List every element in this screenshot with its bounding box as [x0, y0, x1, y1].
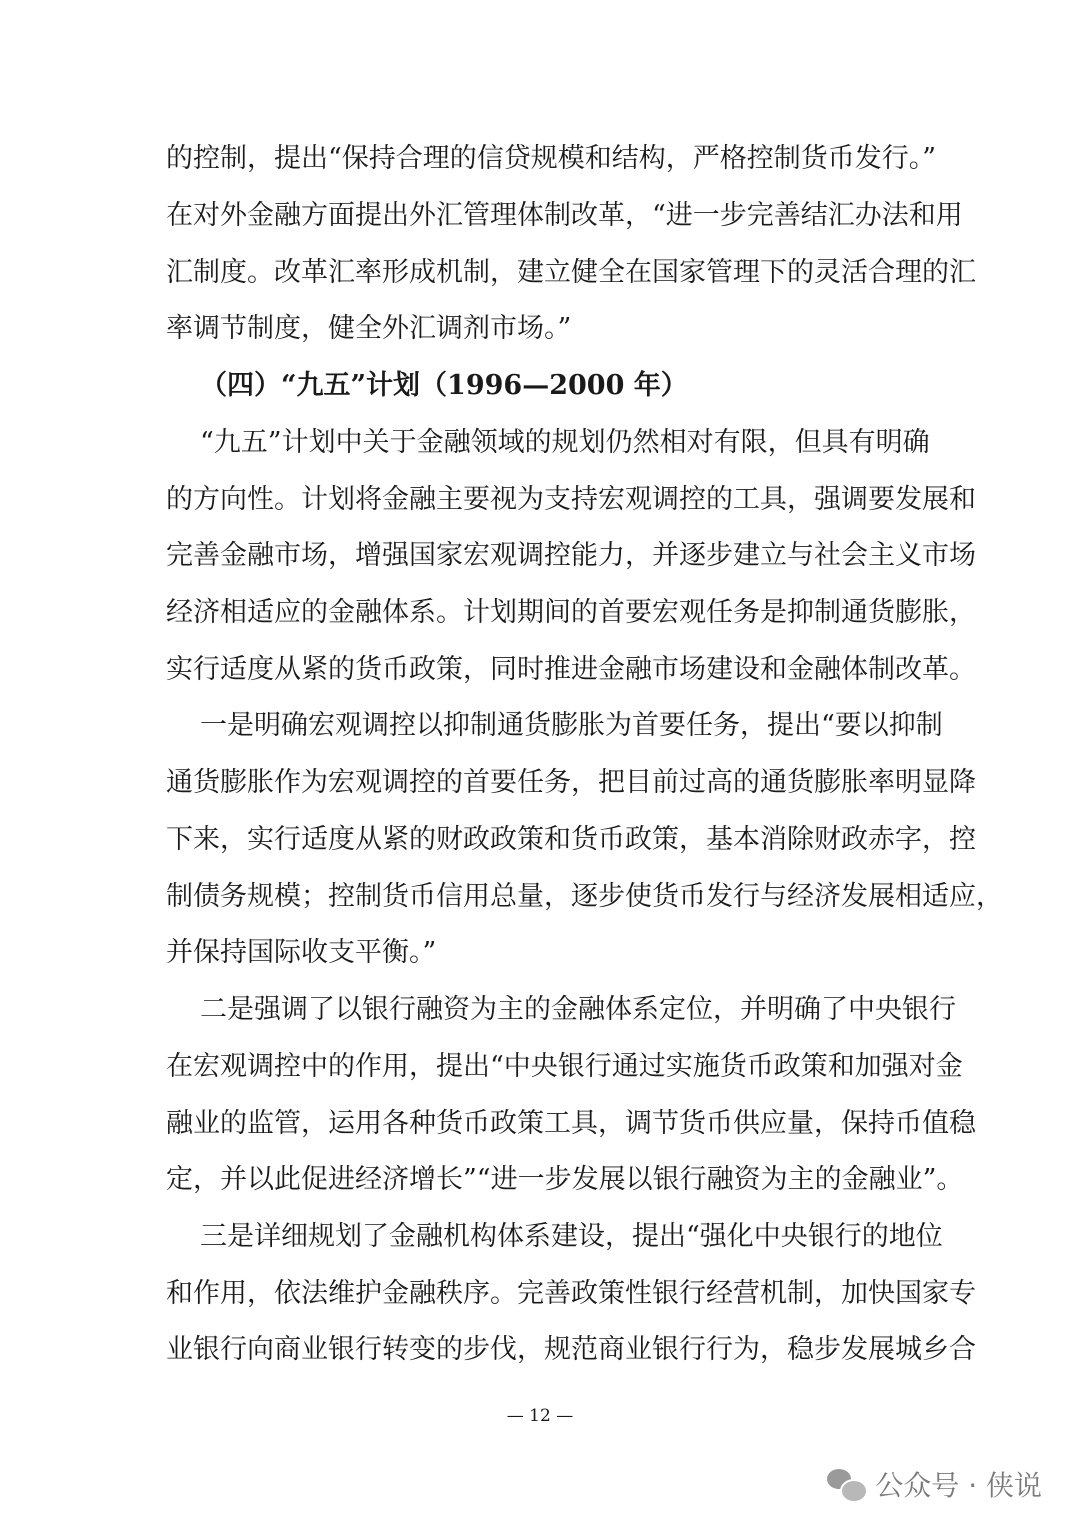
- text-line: 在宏观调控中的作用，提出“中央银行通过实施货币政策和加强对金: [166, 1051, 963, 1082]
- text-line: 定，并以此促进经济增长”“进一步发展以银行融资为主的金融业”。: [166, 1164, 964, 1195]
- text-line: 经济相适应的金融体系。计划期间的首要宏观任务是抑制通货膨胀，: [166, 597, 976, 628]
- text-line: 的控制，提出“保持合理的信贷规模和结构，严格控制货币发行。”: [166, 143, 937, 174]
- text-line: 制债务规模；控制货币信用总量，逐步使货币发行与经济发展相适应，: [166, 881, 1003, 912]
- wechat-icon: [827, 1467, 865, 1501]
- text-line: 通货膨胀作为宏观调控的首要任务，把目前过高的通货膨胀率明显降: [166, 767, 976, 798]
- text-line: 率调节制度，健全外汇调剂市场。”: [166, 313, 572, 344]
- text-line: 业银行向商业银行转变的步伐，规范商业银行行为，稳步发展城乡合: [166, 1334, 976, 1365]
- text-line: 下来，实行适度从紧的财政政策和货币政策，基本消除财政赤字，控: [166, 824, 976, 855]
- text-line: 一是明确宏观调控以抑制通货膨胀为首要任务，提出“要以抑制: [200, 710, 943, 741]
- watermark: [827, 1462, 1042, 1506]
- watermark-text: 公众号 · 侠说: [875, 1469, 1042, 1502]
- text-line: 的方向性。计划将金融主要视为支持宏观调控的工具，强调要发展和: [166, 484, 976, 515]
- text-line: 实行适度从紧的货币政策，同时推进金融市场建设和金融体制改革。: [166, 654, 976, 685]
- text-line: 完善金融市场，增强国家宏观调控能力，并逐步建立与社会主义市场: [166, 540, 976, 571]
- text-line: 二是强调了以银行融资为主的金融体系定位，并明确了中央银行: [200, 994, 956, 1025]
- page-number: — 12 —: [506, 1406, 574, 1426]
- text-line: 融业的监管，运用各种货币政策工具，调节货币供应量，保持币值稳: [166, 1108, 976, 1139]
- text-line: “九五”计划中关于金融领域的规划仍然相对有限，但具有明确: [200, 427, 930, 458]
- text-line: 并保持国际收支平衡。”: [166, 937, 437, 968]
- text-line: 在对外金融方面提出外汇管理体制改革，“进一步完善结汇办法和用: [166, 200, 963, 231]
- text-line: 和作用，依法维护金融秩序。完善政策性银行经营机制，加快国家专: [166, 1278, 976, 1309]
- section-heading: （四）“九五”计划（1996—2000 年）: [200, 370, 688, 401]
- text-line: 三是详细规划了金融机构体系建设，提出“强化中央银行的地位: [200, 1221, 943, 1252]
- text-line: 汇制度。改革汇率形成机制，建立健全在国家管理下的灵活合理的汇: [166, 257, 976, 288]
